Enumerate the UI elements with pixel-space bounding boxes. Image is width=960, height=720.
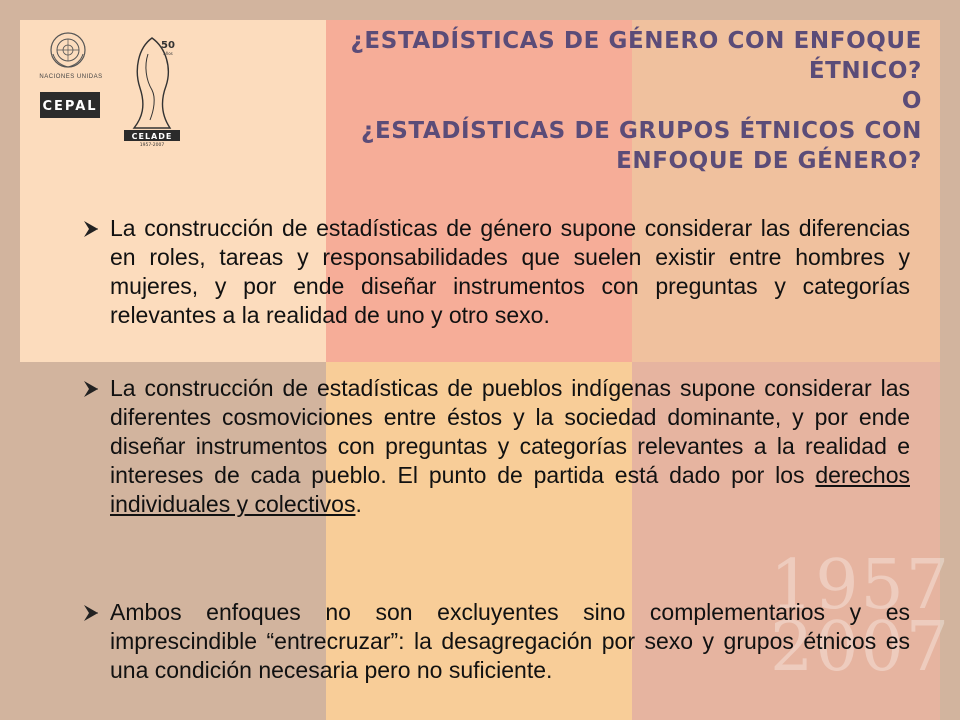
un-label: NACIONES UNIDAS	[39, 74, 103, 80]
arrow-bullet-icon	[82, 380, 102, 398]
slide-title	[280, 26, 922, 176]
title-line-2: ÉTNICO?	[808, 58, 922, 84]
title-line-1: ¿ESTADÍSTICAS DE GÉNERO CON ENFOQUE	[350, 28, 922, 54]
underlined-rights-phrase: derechos individuales y colectivos	[110, 462, 910, 517]
watermark-year-start: 1957	[770, 546, 952, 625]
watermark-year-end: 2007	[770, 608, 952, 687]
bullet-complementary-approaches	[82, 598, 910, 685]
celade-logo-text: CELADE	[131, 132, 173, 141]
bullet-gender-statistics	[82, 214, 910, 330]
bullet-text: Ambos enfoques no son excluyentes sino complementarios y es imprescindible “entrecruzar”: la desagregación por sexo y grupos étnicos es una condición necesaria pero no suficiente.	[110, 599, 910, 683]
bullet-indigenous-statistics	[82, 374, 910, 519]
arrow-bullet-icon	[82, 220, 102, 238]
un-emblem-icon	[48, 30, 88, 70]
title-line-3: O	[901, 88, 922, 114]
title-line-5: ENFOQUE DE GÉNERO?	[616, 148, 922, 174]
title-line-4: ¿ESTADÍSTICAS DE GRUPOS ÉTNICOS CON	[361, 118, 922, 144]
cepal-logo	[40, 92, 100, 118]
bullet-text	[82, 374, 910, 519]
celade-years: 1957-2007	[139, 143, 165, 146]
celade-anniversary-sub: años	[163, 51, 173, 56]
bullet-text-end: .	[355, 491, 362, 517]
cepal-logo-text: CEPAL	[42, 99, 98, 114]
bullet-text: La construcción de estadísticas de género supone considerar las diferencias en roles, tareas y responsabilidades que suelen existir entre hombres y mujeres, y por ende diseñar instrumentos con preguntas y categorías relevantes a la realidad de uno y otro sexo.	[110, 215, 910, 328]
celade-anniversary: 50	[161, 40, 175, 51]
arrow-bullet-icon	[82, 604, 102, 622]
logo-group	[36, 30, 206, 160]
celade-logo	[122, 36, 182, 146]
bullet-text-main: La construcción de estadísticas de pueblos indígenas supone considerar las diferentes cosmoviciones entre éstos y la sociedad dominante, y por ende diseñar instrumentos con preguntas y categorías relevantes a la realidad e intereses de cada pueblo. El punto de partida está dado por los	[110, 375, 910, 488]
